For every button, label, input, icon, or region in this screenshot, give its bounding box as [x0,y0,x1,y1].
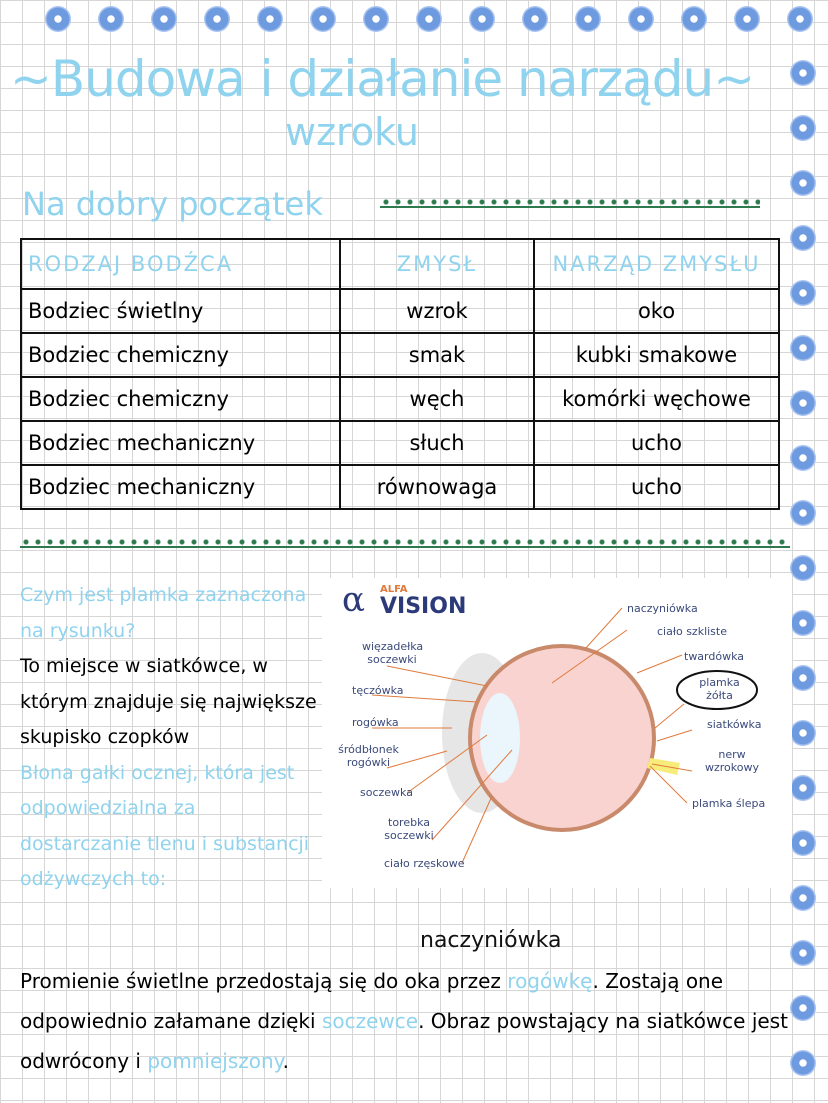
cell-organ: kubki smakowe [534,333,779,377]
table-row [21,421,779,465]
summary-paragraph [20,920,810,1081]
table-row [21,465,779,509]
label-plamka-slepa: plamka ślepa [692,797,766,810]
cell-organ: komórki węchowe [534,377,779,421]
flower-icon [790,60,816,86]
label-rogowka: rogówka [352,716,399,729]
cell-stimulus: Bodziec chemiczny [21,333,340,377]
flower-icon [469,6,495,32]
cell-sense: wzrok [340,289,534,333]
flower-icon [416,6,442,32]
flower-icon [790,170,816,196]
flower-icon [681,6,707,32]
paragraph-text: Promienie świetlne przedostają się do oka przez [20,969,501,993]
flower-icon [734,6,760,32]
flower-icon [363,6,389,32]
answer-pomniejszony: pomniejszony [147,1049,283,1073]
cell-sense: słuch [340,421,534,465]
logo-alfa: ALFA [380,584,408,595]
label-twardowka: twardówka [684,650,745,663]
answer-rogowka: rogówkę [507,969,593,993]
flower-icon [790,115,816,141]
paragraph-text: . Obraz powstający na siatkówce jest odwrócony i [20,1009,788,1073]
flower-icon [790,665,816,691]
flower-icon [628,6,654,32]
table-row [21,333,779,377]
section-heading: Na dobry początek [22,185,323,223]
table-row [21,289,779,333]
logo-alpha: α [342,580,365,620]
cell-stimulus: Bodziec mechaniczny [21,465,340,509]
flower-icon [575,6,601,32]
header-sense: ZMYSŁ [340,239,534,289]
cell-sense: węch [340,377,534,421]
paragraph-text: . Zostają one odpowiednio załamane dzięki [20,969,724,1033]
cell-stimulus: Bodziec mechaniczny [21,421,340,465]
label-naczyniowka: naczyniówka [627,602,698,615]
cell-sense: smak [340,333,534,377]
flower-icon [790,830,816,856]
vine-divider [380,198,760,208]
flower-icon [790,720,816,746]
page-title-line2: wzroku [285,110,419,154]
cell-sense: równowaga [340,465,534,509]
cell-organ: oko [534,289,779,333]
eye-diagram [322,578,792,888]
paragraph-text: . [282,1049,290,1073]
flower-icon [98,6,124,32]
flower-icon [151,6,177,32]
flower-icon [787,6,813,32]
answer-soczewka: soczewce [321,1009,419,1033]
cell-stimulus: Bodziec świetlny [21,289,340,333]
question-2: Błona gałki ocznej, która jest odpowiedzialna za dostarczanie tlenu i substancji odżywczych to: [20,761,310,890]
label-teczowka: tęczówka [352,684,404,697]
cell-organ: ucho [534,465,779,509]
flower-icon [204,6,230,32]
cell-organ: ucho [534,421,779,465]
page-title: ~Budowa i działanie narządu~ [10,50,755,108]
label-soczewka: soczewka [360,786,413,799]
flower-icon [257,6,283,32]
flower-icon [790,335,816,361]
label-srodblonek: śródbłonek rogówki [338,743,399,769]
answer-2: naczyniówka [420,928,562,953]
label-cialo-szkliste: ciało szkliste [657,625,727,638]
header-stimulus: RODZAJ BODŹCA [21,239,340,289]
answer-1: To miejsce w siatkówce, w którym znajduje się największe skupisko czopków [20,655,317,748]
flower-icon [790,610,816,636]
question-block [20,578,320,898]
flower-icon [45,6,71,32]
flower-icon [790,390,816,416]
label-siatkowka: siatkówka [707,718,762,731]
senses-table [20,238,780,510]
flower-icon [790,225,816,251]
header-organ: NARZĄD ZMYSŁU [534,239,779,289]
flower-icon [790,555,816,581]
vine-divider [20,538,790,548]
lens-shape [480,693,520,783]
logo-vision: VISION [380,594,467,619]
label-plamka-zolta: plamka żółta [699,676,740,702]
flower-icon [310,6,336,32]
flower-icon [522,6,548,32]
table-row [21,377,779,421]
flower-icon [790,500,816,526]
flower-icon [790,445,816,471]
question-1: Czym jest plamka zaznaczona na rysunku? [20,584,307,642]
flower-icon [790,775,816,801]
label-torebka: torebka soczewki [384,816,434,842]
cell-stimulus: Bodziec chemiczny [21,377,340,421]
label-cialo-rzeskowe: ciało rzęskowe [384,857,465,870]
flower-icon [790,280,816,306]
label-wiezadelka: więzadełka soczewki [362,640,424,666]
label-nerw: nerw wzrokowy [705,748,759,774]
flower-icon [790,885,816,911]
table-header-row [21,239,779,289]
